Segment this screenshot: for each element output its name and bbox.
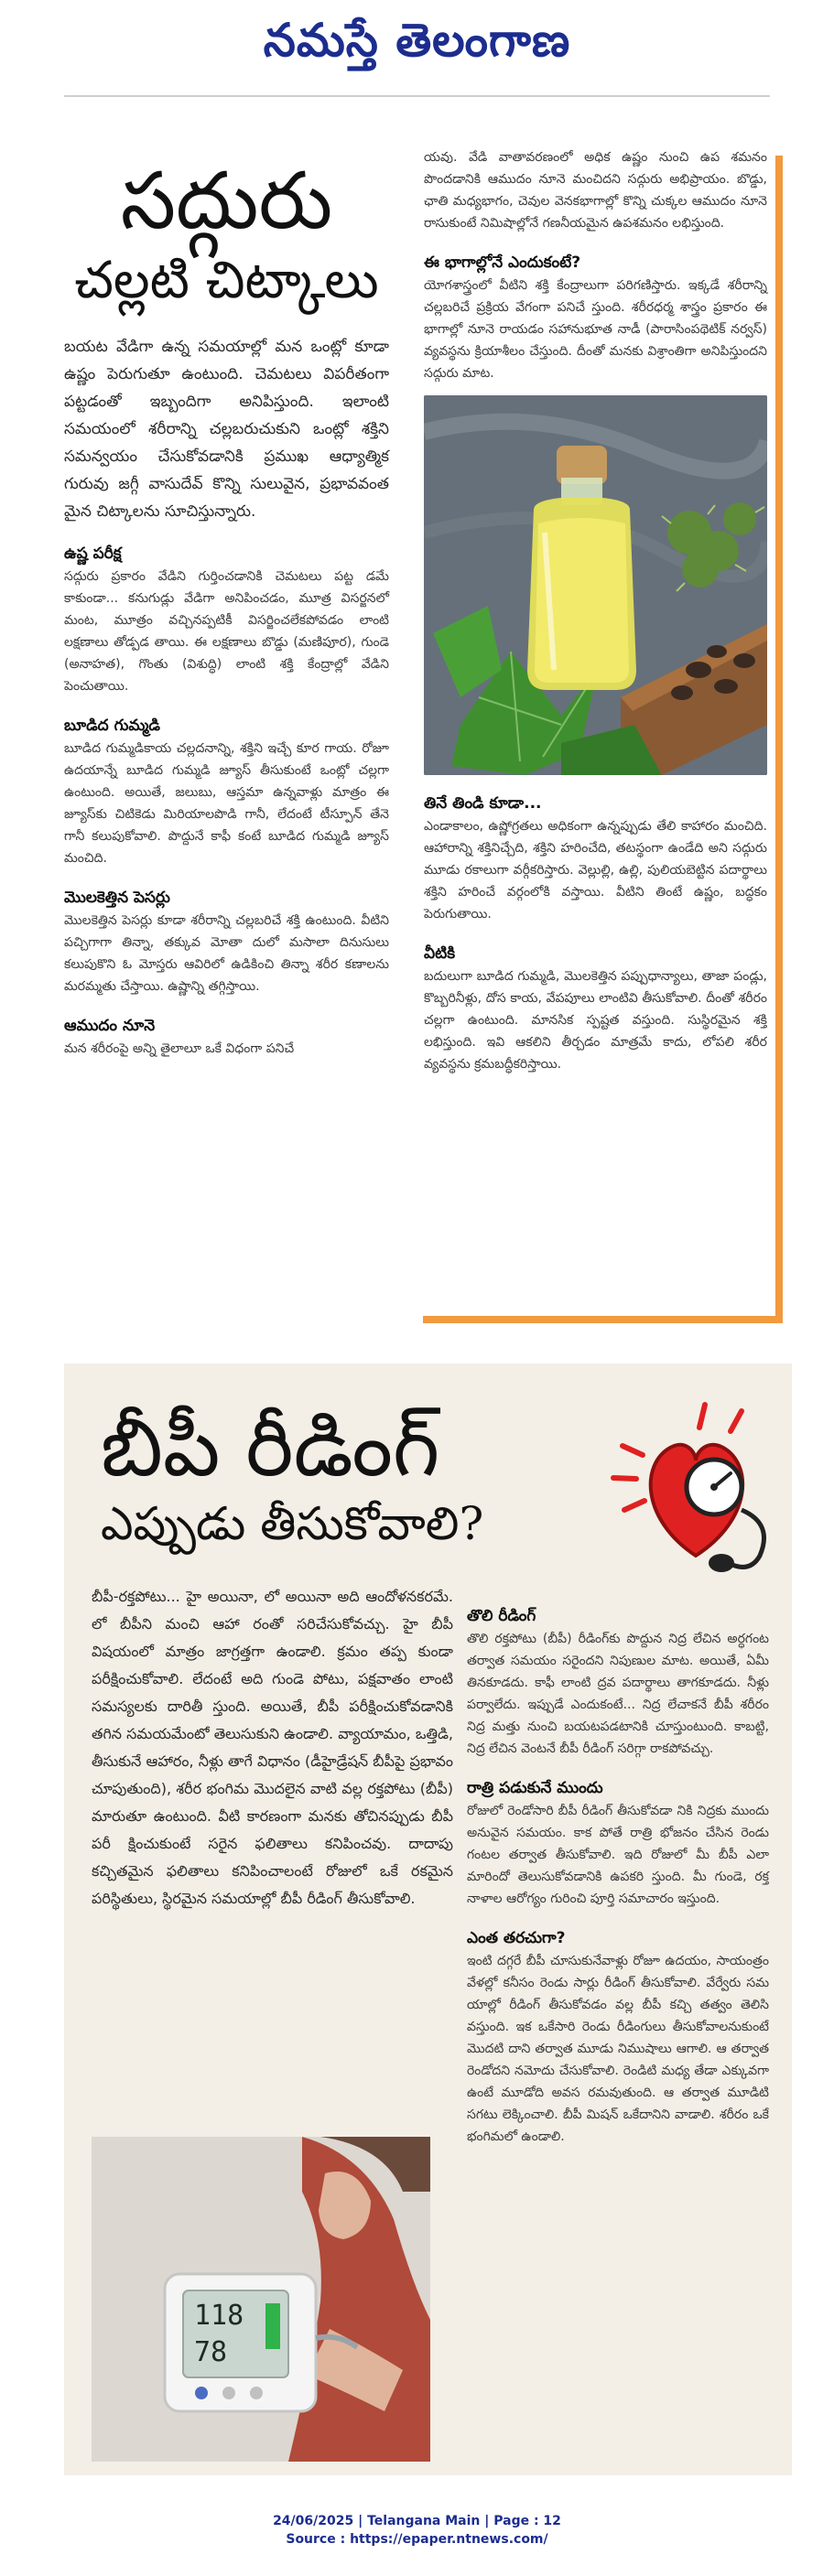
article-frame-right: [775, 156, 783, 1322]
castor-oil-photo: [424, 395, 767, 775]
section-text: సద్గురు ప్రకారం వేడిని గుర్తించడానికి చెమటలు పట్ట డమే కాకుండా... కనుగుడ్లు వేడిగా అనిపించడం, మూత్ర విసర్జనలో మంట, మూత్రం వచ్చినప్పటికీ విసర్జించలేకపోవడం లాంటి లక్షణాలు తోడ్పడ తాయి. ఈ లక్షణాలు బొడ్డు (మణిపూర), గుండె (అనాహత), గొంతు (విశుద్ధి) లాంటి శక్తి కేంద్రాల్లో వేడిని పెంచుతాయి.: [64, 569, 389, 694]
section-ash-gourd: [64, 714, 389, 869]
section-title: రాత్రి పడుకునే ముందు: [467, 1779, 603, 1797]
section-title: వీటికి: [424, 944, 456, 963]
section-title: మొలకెత్తిన పెసర్లు: [64, 889, 170, 907]
section-title: ఎంత తరచుగా?: [467, 1929, 566, 1947]
masthead-title: నమస్తే తెలంగాణ: [263, 13, 571, 67]
article-sadhguru: [64, 146, 787, 1322]
section-text: బదులుగా బూడిద గుమ్మడి, మొలకెత్తిన పప్పుధాన్యాలు, తాజా పండ్లు, కొబ్బరినీళ్లు, దోస కాయ, వేపపూలు లాంటివి తీసుకోవాలి. దీంతో శరీరం చల్లగా ఉంటుంది. మానసిక స్పష్టత వస్తుంది. సుస్థిరమైన శక్తి లభిస్తుంది. ఇవి ఆకలిని తీర్చడం మాత్రమే కాదు, లోపలి శరీర వ్యవస్థను క్రమబద్ధీకరిస్తాయి.: [424, 969, 767, 1072]
monitor-systolic: 118: [194, 2300, 244, 2332]
section-title: ఆముదం నూనె: [64, 1017, 156, 1035]
section-sprouts: [64, 886, 389, 997]
section-title: ఈ భాగాల్లోనే ఎందుకంటే?: [424, 253, 581, 272]
article2-headline: బీపీ రీడింగ్: [101, 1400, 440, 1494]
article2-intro: బీపీ-రక్తపోటు... హై అయినా, లో అయినా అది ఆందోళనకరమే. లో బీపీని మంచి ఆహా రంతో సరిచేసుకోవచ్చు. హై బీపీ విషయంలో మాత్రం జాగ్రత్తగా ఉండాలి. క్రమం తప్ప కుండా పరీక్షించుకోవాలి. లేదంటే అది గుండె పోటు, పక్షవాతం లాంటి సమస్యలకు దారితీ స్తుంది. అయితే, బీపీ పరీక్షించుకోవడానికి తగిన సమయమేంటో తెలుసుకుని ఉండాలి. వ్యాయామం, ఒత్తిడి, తీసుకునే ఆహారం, నీళ్లు తాగే విధానం (డీహైడ్రేషన్ బీపీపై ప్రభావం చూపుతుంది), శరీర భంగిమ మొదలైన వాటి వల్ల రక్తపోటు (బీపీ) మారుతూ ఉంటుంది. వీటి కారణంగా మనకు తోచినప్పుడు బీపీ పరీ క్షించుకుంటే సరైన ఫలితాలు కనిపించవు. దాదాపు కచ్చితమైన ఫలితాలు కనిపించాలంటే రోజులో ఒకే రకమైన పరిస్థితులు, స్థిరమైన సమయాల్లో బీపీ రీడింగ్ తీసుకోవాలి.: [92, 1588, 453, 1907]
footer-source: Source : https://epaper.ntnews.com/: [286, 2532, 548, 2547]
section-text: ఎండాకాలం, ఉష్ణోగ్రతలు అధికంగా ఉన్నప్పుడు తేలి కాహారం మంచిది. ఆహారాన్ని శక్తినిచ్చేది, శక్తిని హరించేది, తటస్థంగా ఉండేది అని సద్గురు మూడు రకాలుగా వర్గీకరిస్తారు. వెల్లుల్లి, ఉల్లి, పులియబెట్టిన పదార్థాలు శక్తిని హరించే వర్గంలోకి వస్తాయి. వీటిని తింటే ఉష్ణం, బద్ధకం పెరుగుతాయి.: [424, 819, 767, 922]
footer-date-page: 24/06/2025 | Telangana Main | Page : 12: [273, 2514, 561, 2528]
heart-gauge-icon: [604, 1400, 787, 1574]
bp-monitor-illustration: [92, 2137, 430, 2462]
section-text: బూడిద గుమ్మడికాయ చల్లదనాన్ని, శక్తిని ఇచ్చే కూర గాయ. రోజూ ఉదయాన్నే బూడిద గుమ్మడి జ్యూస్ తీసుకుంటే ఒంట్లో చల్లగా ఉంటుంది. అయితే, జలుబు, ఆస్తమా ఉన్నవాళ్లు మాత్రం ఈ జ్యూస్‌కు చిటికెడు మిరియాలపొడి గానీ, లేదంటే టీస్పూన్ తేనె గానీ కలుపుకోవాలి. పొద్దునే కాఫీ కంటే బూడిద గుమ్మడి జ్యూస్ మంచిది.: [64, 741, 389, 866]
page-footer: [0, 2512, 834, 2549]
section-text: తొలి రక్తపోటు (బీపీ) రీడింగ్‌కు పొద్దున నిద్ర లేచిన అర్ధగంట తర్వాత సమయం సరైందని నిపుణుల మాట. అయితే, ఏమీ తినకూడదు. కాఫీ లాంటి ద్రవ పదార్థాలు తాగకూడదు. నీళ్లు పర్వాలేదు. ఇప్పుడే ఎందుకంటే... నిద్ర లేచాకనే బీపీ శరీరం నిద్ర మత్తు నుంచి బయటపడటానికి చూస్తుంటుంది. కాబట్టి, నిద్ర లేచిన వెంటనే బీపీ రీడింగ్ సరిగ్గా రాకపోవచ్చు.: [467, 1632, 769, 1756]
section-heat-test: [64, 542, 389, 697]
section-castor-oil: [64, 1014, 389, 1060]
section-first-reading: [467, 1604, 769, 1760]
section-how-often: [467, 1926, 769, 2148]
section-instead: [424, 942, 767, 1075]
section-text: మొలకెత్తిన పెసర్లు కూడా శరీరాన్ని చల్లబరిచే శక్తి ఉంటుంది. వీటిని పచ్చిగాగా తిన్నా, తక్కువ మోతా దులో మసాలా దినుసులు కలుపుకొని ఓ మోస్తరు ఆవిరిలో ఉడికించి తిన్నా శరీర కణాలను మరమ్మతు చేస్తాయి. ఉష్ణాన్ని తగ్గిస్తాయి.: [64, 913, 389, 994]
castor-oil-illustration: [424, 395, 767, 775]
article2-subheadline: ఎప్పుడు తీసుకోవాలి?: [101, 1497, 484, 1550]
section-title: తినే తిండి కూడా...: [424, 794, 542, 813]
section-title: తొలి రీడింగ్: [467, 1607, 536, 1625]
section-text: రోజులో రెండోసారి బీపీ రీడింగ్ తీసుకోవడా నికి నిద్రకు ముందు అనువైన సమయం. కాక పోతే రాత్రి భోజనం చేసిన రెండు గంటల తర్వాత తీసుకోవాలి. ఇది రోజులో మీ బీపీ ఎలా మారిందో తెలుసుకోవడానికి ఉపకరి స్తుంది. మీ గుండె, రక్త నాళాల ఆరోగ్యం గురించి పూర్తి సమాచారం ఇస్తుంది.: [467, 1804, 769, 1906]
article1-right-column: [424, 146, 767, 1075]
section-why-these-parts: [424, 251, 767, 384]
article-bp-reading: [64, 1363, 792, 2475]
article-frame-bottom: [423, 1316, 783, 1323]
article2-right-column: [467, 1588, 769, 2148]
castor-oil-continued: యవు. వేడి వాతావరణంలో అధిక ఉష్ణం నుంచి ఉప శమనం పొందడానికి ఆముదం నూనె మంచిదని సద్గురు అభిప్రాయం. బొడ్డు, ఛాతి మధ్యభాగం, చెవుల వెనకభాగాల్లో కొన్ని చుక్కల ఆముదం నూనె రాసుకుంటే నిమిషాల్లోనే గణనీయమైన ఉపశమనం లభిస్తుంది.: [424, 150, 767, 231]
article1-subheadline: చల్లటి చిట్కాలు: [74, 251, 379, 310]
section-text: యోగశాస్త్రంలో వీటిని శక్తి కేంద్రాలుగా పరిగణిస్తారు. ఇక్కడే శరీరాన్ని చల్లబరిచే ప్రక్రియ వేగంగా పనిచే స్తుంది. శరీరధర్మ శాస్త్రం ప్రకారం ఈ భాగాల్లో నూనె రాయడం సహానుభూత నాడీ (పారాసింపథెటిక్ నర్వస్) వ్యవస్థను క్రియాశీలం చేస్తుంది. దీంతో మనకు విశ్రాంతిగా అనిపిస్తుందని సద్గురు మాట.: [424, 278, 767, 381]
section-title: ఉష్ణ పరీక్ష: [64, 544, 122, 563]
section-food: [424, 792, 767, 925]
article2-left-column: [92, 1583, 453, 1913]
section-before-sleep: [467, 1776, 769, 1910]
masthead: [0, 0, 834, 101]
monitor-diastolic: 78: [194, 2336, 228, 2368]
article1-left-column: [64, 146, 389, 1060]
section-text: ఇంటి దగ్గరే బీపీ చూసుకునేవాళ్లు రోజూ ఉదయం, సాయంత్రం వేళల్లో కనీసం రెండు సార్లు రీడింగ్ తీసుకోవాలి. వేర్వేరు సమ యాల్లో రీడింగ్ తీసుకోవడం వల్ల బీపీ కచ్చి తత్వం తెలిసి వస్తుంది. ఇక ఒకేసారి రెండు రీడింగులు తీసుకోవాలనుకుంటే మొదటి దాని తర్వాత మూడు నిముషాలు ఆగాలి. ఆ తర్వాత రెండోదని నమోదు చేసుకోవాలి. రెండిటి మధ్య తేడా ఎక్కువగా ఉంటే మూడోది అవస రమవుతుంది. ఆ తర్వాత మూడిటి సగటు లెక్కించాలి. బీపీ మిషన్ ఒకేదానిని వాడాలి. శరీరం ఒకే భంగిమలో ఉండాలి.: [467, 1954, 769, 2144]
masthead-divider: [64, 95, 770, 97]
section-text: మన శరీరంపై అన్ని తైలాలూ ఒకే విధంగా పనిచే: [64, 1041, 295, 1056]
article1-intro: బయట వేడిగా ఉన్న సమయాల్లో మన ఒంట్లో కూడా ఉష్ణం పెరుగుతూ ఉంటుంది. చెమటలు విపరీతంగా పట్టడంతో ఇబ్బందిగా అనిపిస్తుంది. ఇలాంటి సమయంలో శరీరాన్ని చల్లబరుచుకుని ఒంట్లో శక్తిని సమన్వయం చేసుకోవడానికి ప్రముఖ ఆధ్యాత్మిక గురువు జగ్గీ వాసుదేవ్ కొన్ని సులువైన, ప్రభావవంత మైన చిట్కాలను సూచిస్తున్నారు.: [64, 338, 389, 521]
bp-monitor-photo: [92, 2137, 430, 2462]
section-title: బూడిద గుమ్మడి: [64, 717, 160, 735]
article1-headline: సద్గురు: [120, 156, 333, 247]
